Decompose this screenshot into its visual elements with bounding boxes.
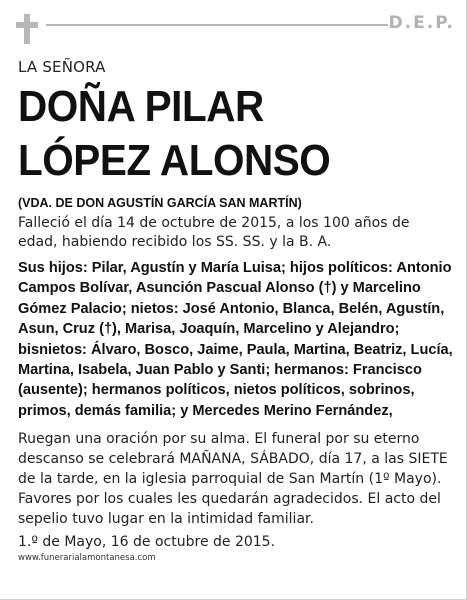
honorific: LA SEÑORA [18,58,106,76]
relatives-list: Sus hijos: Pilar, Agustín y María Luisa; hijos políticos: Antonio Campos Bolívar, Asunción Pascual Alonso (†) y Marcelino Gómez Palacio; nietos: José Antonio, Blanca, Belén, Agustín, Asun, Cruz (†), Marisa, Joaquín, Marcelino y Alejandro; bisnietos: Álvaro, Bosco, Jaime, Paula, Martina, Beatriz, Lucía, Martina, Isabela, Juan Pablo y Santi; hermanos: Francisco (ausente); hermanos políticos, nietos políticos, sobrinos, primos, demás familia; y Mercedes Merino Fernández, [18,260,453,419]
website-link[interactable]: www.funerarialamontanesa.com [18,553,156,564]
deceased-name [18,80,453,188]
death-statement: Falleció el día 14 de octubre de 2015, a los 100 años de edad, habiendo recibido los SS. SS. y la B. A. [18,215,410,250]
header-divider [46,24,388,26]
name-line-2: LÓPEZ ALONSO [18,136,331,185]
funeral-details: Ruegan una oración por su alma. El funeral por su eterno descanso se celebrará MAÑANA, SÁBADO, día 17, a las SIETE de la tarde, en la iglesia parroquial de San Martín (1º Mayo). Favores por los cuales les quedarán agradecidos. El acto del sepelio tuvo lugar en la intimidad familiar. [18,431,448,528]
notice-body [18,56,453,564]
cross-icon [16,14,38,44]
notice-header [0,0,467,48]
name-line-1: DOÑA PILAR [18,82,264,131]
widow-note: (VDA. DE DON AGUSTÍN GARCÍA SAN MARTÍN) [18,196,302,210]
dateline: 1.º de Mayo, 16 de octubre de 2015. [18,534,276,551]
dep-label: D.E.P. [388,13,455,33]
